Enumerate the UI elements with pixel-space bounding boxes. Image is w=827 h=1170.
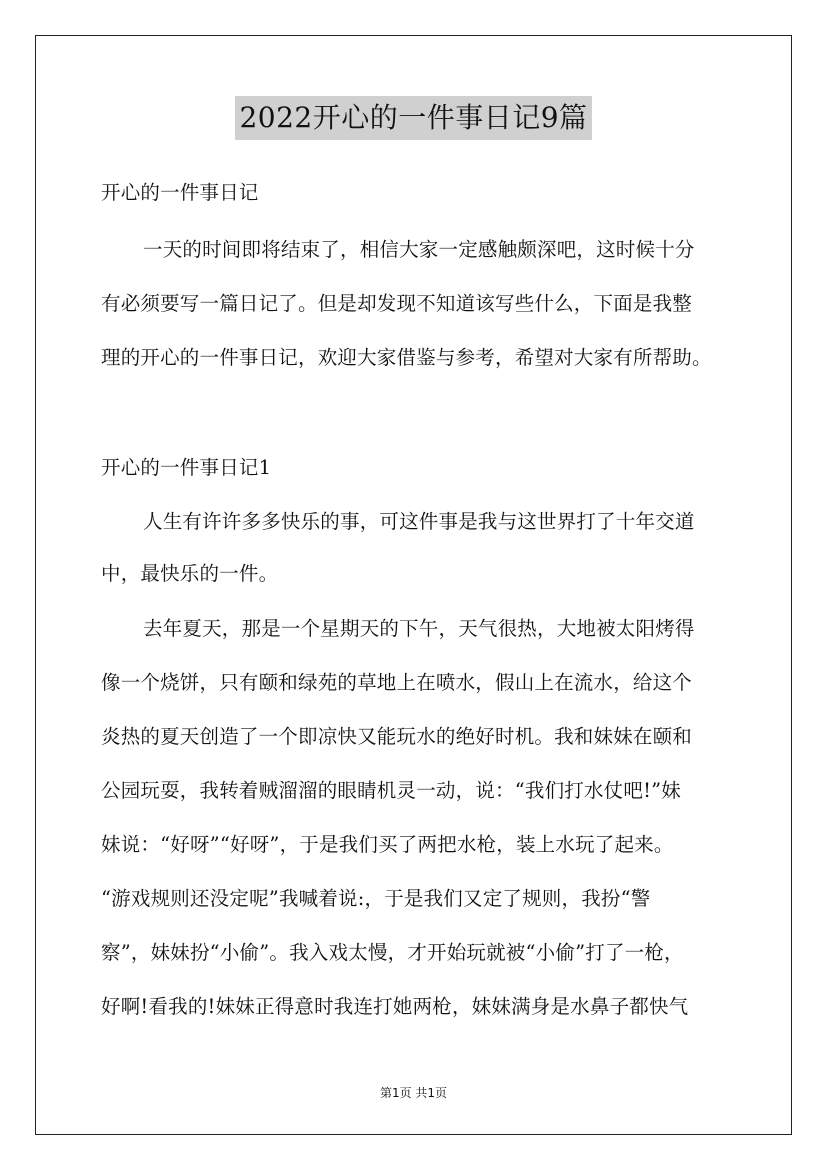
entry-heading: 开心的一件事日记1 [101,456,272,479]
paragraph-line: 妹说：“好呀”“好呀”，于是我们买了两把水枪，装上水玩了起来。 [101,833,674,856]
paragraph-line: 察”，妹妹扮“小偷”。我入戏太慢，才开始玩就被“小偷”打了一枪， [101,941,684,964]
intro-line: 一天的时间即将结束了，相信大家一定感触颇深吧，这时候十分 [143,238,695,261]
paragraph-line: 公园玩耍，我转着贼溜溜的眼睛机灵一动，说：“我们打水仗吧!”妹 [101,779,681,802]
document-title: 2022开心的一件事日记9篇 [235,96,591,140]
intro-line: 有必须要写一篇日记了。但是却发现不知道该写些什么，下面是我整 [101,292,693,315]
section-heading: 开心的一件事日记 [101,181,259,204]
title-container [0,96,827,140]
paragraph-line: 去年夏天，那是一个星期天的下午，天气很热，大地被太阳烤得 [143,617,695,640]
paragraph-line: 中，最快乐的一件。 [101,562,279,585]
paragraph-line: 像一个烧饼，只有颐和绿苑的草地上在喷水，假山上在流水，给这个 [101,671,693,694]
paragraph-line: 炎热的夏天创造了一个即凉快又能玩水的绝好时机。我和妹妹在颐和 [101,725,693,748]
paragraph-line: “游戏规则还没定呢”我喊着说:，于是我们又定了规则，我扮“警 [101,887,651,910]
paragraph-line: 好啊!看我的!妹妹正得意时我连打她两枪，妹妹满身是水鼻子都快气 [101,995,689,1018]
intro-line: 理的开心的一件事日记，欢迎大家借鉴与参考，希望对大家有所帮助。 [101,346,712,369]
page-footer: 第1页 共1页 [379,1086,448,1100]
paragraph-line: 人生有许许多多快乐的事，可这件事是我与这世界打了十年交道 [143,510,695,533]
